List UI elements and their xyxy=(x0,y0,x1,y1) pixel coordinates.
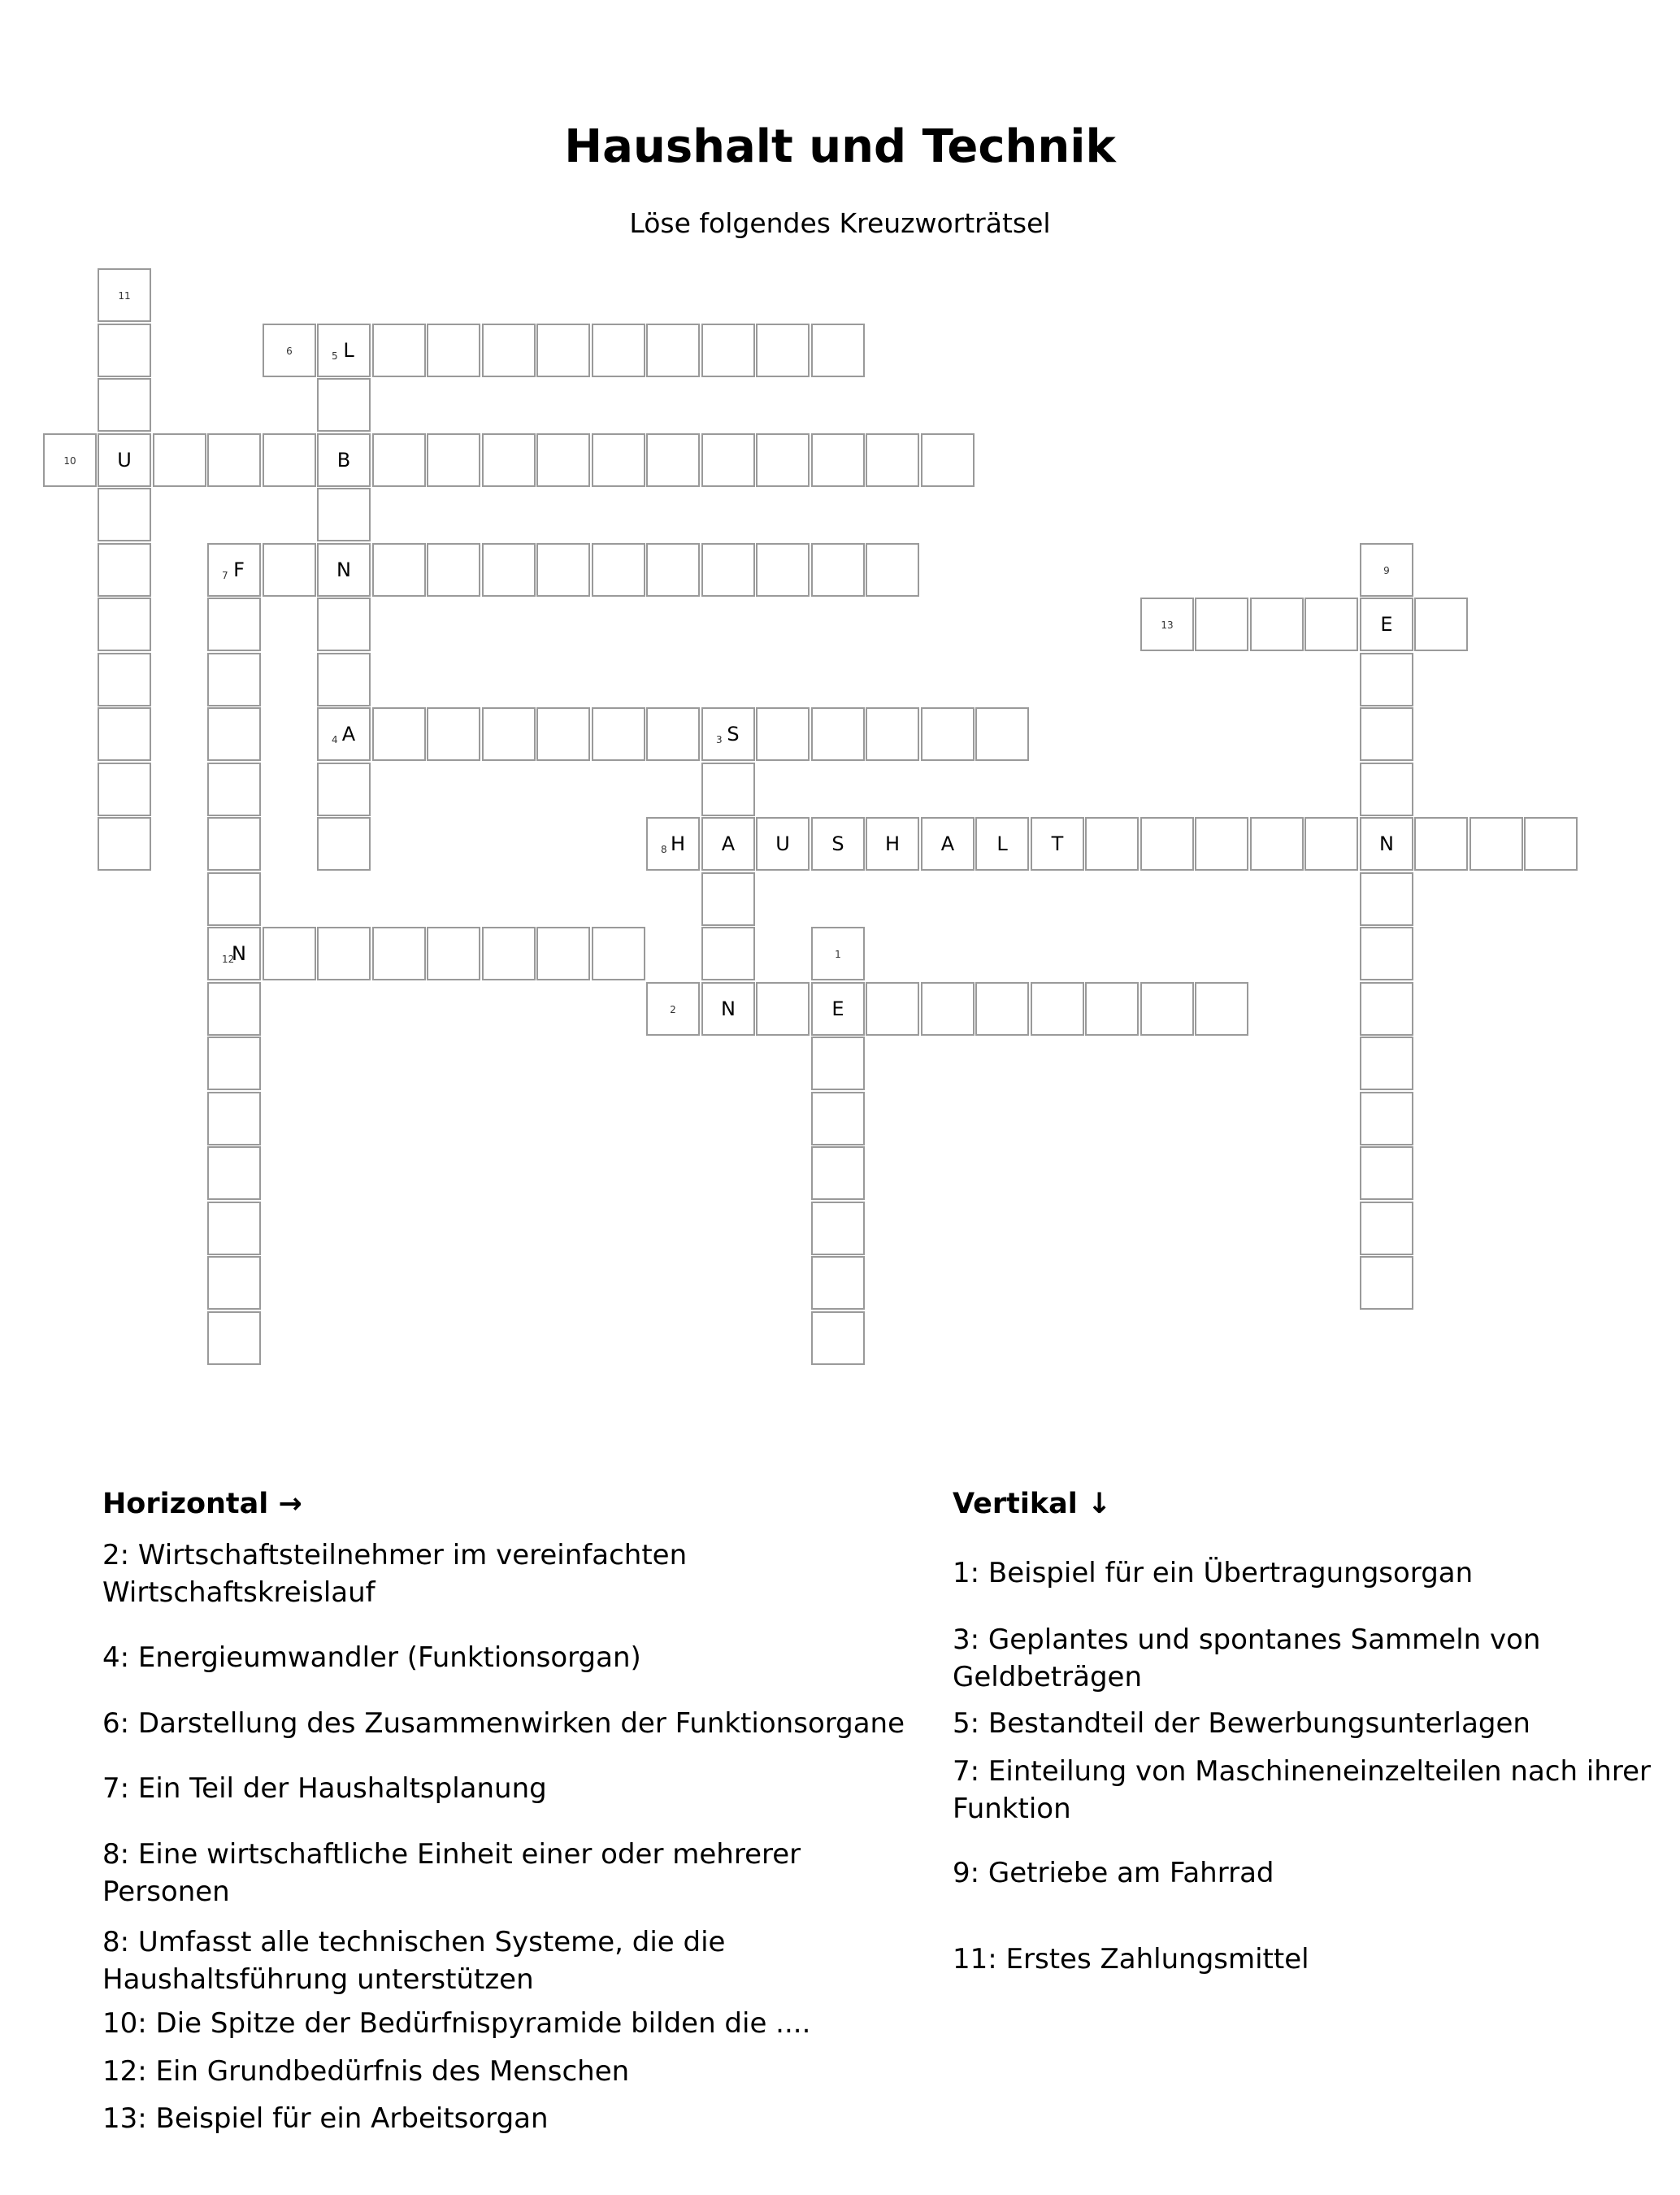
given-letter: B xyxy=(336,449,351,472)
crossword-cell[interactable] xyxy=(811,1092,865,1145)
crossword-cell[interactable] xyxy=(811,1146,865,1200)
vertical-clues-heading: Vertikal ↓ xyxy=(953,1488,1112,1520)
crossword-cell[interactable] xyxy=(98,653,151,706)
crossword-cell[interactable] xyxy=(427,927,480,980)
vertical-clue-5: 5: Bestandteil der Bewerbungsunterlagen xyxy=(953,1707,1530,1740)
crossword-cell[interactable] xyxy=(1085,817,1139,871)
crossword-cell[interactable] xyxy=(756,982,810,1036)
crossword-cell[interactable] xyxy=(98,324,151,377)
crossword-cell[interactable] xyxy=(921,707,975,761)
crossword-cell[interactable] xyxy=(98,598,151,651)
crossword-cell[interactable] xyxy=(811,982,865,1036)
crossword-cell[interactable] xyxy=(427,707,480,761)
given-letter: E xyxy=(831,998,844,1020)
crossword-cell[interactable] xyxy=(1414,817,1468,871)
crossword-cell[interactable] xyxy=(811,1202,865,1255)
crossword-cell[interactable] xyxy=(207,653,261,706)
crossword-cell[interactable] xyxy=(1360,1202,1413,1255)
crossword-cell[interactable] xyxy=(701,982,755,1036)
horizontal-clues-heading: Horizontal → xyxy=(102,1488,302,1520)
crossword-cell[interactable] xyxy=(811,543,865,597)
horizontal-clue-7: 7: Ein Teil der Haushaltsplanung xyxy=(102,1772,547,1805)
crossword-cell[interactable] xyxy=(756,324,810,377)
crossword-cell[interactable] xyxy=(317,817,371,871)
crossword-cell[interactable] xyxy=(207,1146,261,1200)
crossword-cell[interactable] xyxy=(811,1311,865,1365)
vertical-clue-1: 1: Beispiel für ein Übertragungsorgan xyxy=(953,1557,1474,1589)
crossword-cell[interactable] xyxy=(317,598,371,651)
crossword-cell[interactable] xyxy=(317,763,371,816)
crossword-cell[interactable] xyxy=(1140,982,1194,1036)
clue-number: 12 xyxy=(222,954,235,965)
crossword-cell[interactable] xyxy=(98,488,151,541)
crossword-cell[interactable] xyxy=(427,543,480,597)
vertical-clue-3: 3: Geplantes und spontanes Sammeln von Geldbeträgen xyxy=(953,1623,1541,1693)
crossword-cell[interactable] xyxy=(1360,1037,1413,1090)
crossword-cell[interactable] xyxy=(207,433,261,487)
given-letter: A xyxy=(341,723,356,745)
crossword-cell[interactable] xyxy=(482,707,536,761)
crossword-cell[interactable] xyxy=(207,543,261,597)
crossword-cell[interactable] xyxy=(317,707,371,761)
crossword-cell[interactable] xyxy=(701,817,755,871)
crossword-cell[interactable] xyxy=(427,324,480,377)
crossword-cell[interactable] xyxy=(756,817,810,871)
crossword-cell[interactable] xyxy=(756,543,810,597)
crossword-cell[interactable] xyxy=(1304,598,1358,651)
horizontal-clue-6: 6: Darstellung des Zusammenwirken der Funktionsorgane xyxy=(102,1707,905,1740)
crossword-cell[interactable] xyxy=(811,817,865,871)
crossword-cell[interactable] xyxy=(701,433,755,487)
crossword-cell[interactable] xyxy=(866,543,919,597)
crossword-cell[interactable] xyxy=(1360,1092,1413,1145)
crossword-cell[interactable] xyxy=(811,1037,865,1090)
crossword-cell[interactable] xyxy=(811,927,865,980)
clue-number: 9 xyxy=(1383,565,1390,576)
given-letter: N xyxy=(232,942,246,965)
crossword-cell[interactable] xyxy=(701,927,755,980)
crossword-cell[interactable] xyxy=(811,707,865,761)
crossword-cell[interactable] xyxy=(811,324,865,377)
clue-number: 1 xyxy=(835,949,841,960)
crossword-cell[interactable] xyxy=(921,433,975,487)
crossword-cell[interactable] xyxy=(701,324,755,377)
crossword-cell[interactable] xyxy=(646,324,700,377)
horizontal-clue-8b: 8: Umfasst alle technischen Systeme, die die Haushaltsführung unterstützen xyxy=(102,1926,726,1996)
crossword-cell[interactable] xyxy=(1524,817,1578,871)
clue-number: 5 xyxy=(332,350,338,362)
crossword-cell[interactable] xyxy=(207,1256,261,1310)
crossword-cell[interactable] xyxy=(207,982,261,1036)
crossword-cell[interactable] xyxy=(975,982,1029,1036)
crossword-cell[interactable] xyxy=(317,324,371,377)
crossword-cell[interactable] xyxy=(207,707,261,761)
crossword-cell[interactable] xyxy=(646,707,700,761)
given-letter: T xyxy=(1051,832,1064,855)
page-subtitle: Löse folgendes Kreuzworträtsel xyxy=(629,207,1051,239)
crossword-cell[interactable] xyxy=(263,543,316,597)
crossword-cell[interactable] xyxy=(98,543,151,597)
horizontal-clue-8a: 8: Eine wirtschaftliche Einheit einer oder mehrerer Personen xyxy=(102,1838,801,1908)
crossword-cell[interactable] xyxy=(317,433,371,487)
crossword-cell[interactable] xyxy=(372,324,426,377)
given-letter: U xyxy=(775,832,790,855)
crossword-cell[interactable] xyxy=(1195,982,1248,1036)
crossword-cell[interactable] xyxy=(1250,598,1304,651)
crossword-cell[interactable] xyxy=(153,433,206,487)
crossword-cell[interactable] xyxy=(317,378,371,432)
crossword-cell[interactable] xyxy=(646,433,700,487)
clue-number: 6 xyxy=(286,346,293,357)
crossword-cell[interactable] xyxy=(756,707,810,761)
clue-number: 10 xyxy=(63,455,76,467)
crossword-cell[interactable] xyxy=(98,817,151,871)
crossword-cell[interactable] xyxy=(975,707,1029,761)
crossword-cell[interactable] xyxy=(372,543,426,597)
given-letter: S xyxy=(831,832,844,855)
given-letter: H xyxy=(670,832,686,855)
crossword-cell[interactable] xyxy=(592,433,645,487)
crossword-cell[interactable] xyxy=(1140,817,1194,871)
vertical-clue-9: 9: Getriebe am Fahrrad xyxy=(953,1857,1274,1889)
crossword-cell[interactable] xyxy=(372,433,426,487)
crossword-cell[interactable] xyxy=(975,817,1029,871)
crossword-cell[interactable] xyxy=(536,324,590,377)
crossword-cell[interactable] xyxy=(207,817,261,871)
crossword-cell[interactable] xyxy=(1360,872,1413,926)
crossword-cell[interactable] xyxy=(207,1202,261,1255)
crossword-cell[interactable] xyxy=(866,817,919,871)
crossword-cell[interactable] xyxy=(921,982,975,1036)
crossword-cell[interactable] xyxy=(536,707,590,761)
crossword-cell[interactable] xyxy=(811,433,865,487)
crossword-cell[interactable] xyxy=(1031,817,1084,871)
crossword-cell[interactable] xyxy=(1414,598,1468,651)
crossword-cell[interactable] xyxy=(98,433,151,487)
crossword-cell[interactable] xyxy=(98,268,151,322)
crossword-cell[interactable] xyxy=(1360,1256,1413,1310)
crossword-cell[interactable] xyxy=(1360,982,1413,1036)
crossword-cell[interactable] xyxy=(536,927,590,980)
horizontal-clue-10: 10: Die Spitze der Bedürfnispyramide bilden die .... xyxy=(102,2007,811,2040)
crossword-cell[interactable] xyxy=(701,872,755,926)
given-letter: N xyxy=(1379,832,1394,855)
clue-number: 3 xyxy=(716,734,723,745)
crossword-cell[interactable] xyxy=(592,543,645,597)
crossword-cell[interactable] xyxy=(1469,817,1523,871)
vertical-clue-11: 11: Erstes Zahlungsmittel xyxy=(953,1943,1309,1976)
crossword-cell[interactable] xyxy=(317,927,371,980)
crossword-cell[interactable] xyxy=(701,543,755,597)
crossword-cell[interactable] xyxy=(427,433,480,487)
given-letter: E xyxy=(1380,613,1393,636)
crossword-cell[interactable] xyxy=(1140,598,1194,651)
crossword-cell[interactable] xyxy=(701,763,755,816)
crossword-cell[interactable] xyxy=(98,378,151,432)
crossword-cell[interactable] xyxy=(263,433,316,487)
crossword-cell[interactable] xyxy=(756,433,810,487)
crossword-cell[interactable] xyxy=(317,488,371,541)
crossword-cell[interactable] xyxy=(646,982,700,1036)
given-letter: N xyxy=(721,998,736,1020)
crossword-cell[interactable] xyxy=(1360,543,1413,597)
crossword-cell[interactable] xyxy=(1360,1146,1413,1200)
crossword-cell[interactable] xyxy=(646,817,700,871)
crossword-cell[interactable] xyxy=(1250,817,1304,871)
crossword-cell[interactable] xyxy=(866,707,919,761)
given-letter: S xyxy=(727,723,740,745)
crossword-cell[interactable] xyxy=(811,1256,865,1310)
vertical-clue-7: 7: Einteilung von Maschineneinzelteilen nach ihrer Funktion xyxy=(953,1755,1651,1825)
crossword-cell[interactable] xyxy=(263,324,316,377)
crossword-cell[interactable] xyxy=(98,707,151,761)
crossword-cell[interactable] xyxy=(482,543,536,597)
crossword-cell[interactable] xyxy=(482,324,536,377)
crossword-cell[interactable] xyxy=(207,927,261,980)
clue-number: 13 xyxy=(1161,619,1174,631)
clue-number: 4 xyxy=(332,734,338,745)
crossword-cell[interactable] xyxy=(646,543,700,597)
crossword-cell[interactable] xyxy=(372,927,426,980)
crossword-cell[interactable] xyxy=(921,817,975,871)
horizontal-clue-13: 13: Beispiel für ein Arbeitsorgan xyxy=(102,2102,549,2135)
crossword-cell[interactable] xyxy=(1360,763,1413,816)
crossword-cell[interactable] xyxy=(866,433,919,487)
given-letter: L xyxy=(343,339,354,362)
crossword-cell[interactable] xyxy=(1304,817,1358,871)
crossword-cell[interactable] xyxy=(317,543,371,597)
crossword-cell[interactable] xyxy=(317,653,371,706)
horizontal-clue-2: 2: Wirtschaftsteilnehmer im vereinfachten Wirtschaftskreislauf xyxy=(102,1539,688,1609)
clue-number: 8 xyxy=(661,844,667,855)
given-letter: N xyxy=(336,559,351,581)
crossword-cell[interactable] xyxy=(592,927,645,980)
crossword-cell[interactable] xyxy=(1360,707,1413,761)
crossword-cell[interactable] xyxy=(372,707,426,761)
crossword-cell[interactable] xyxy=(536,433,590,487)
crossword-cell[interactable] xyxy=(1360,817,1413,871)
crossword-cell[interactable] xyxy=(1195,817,1248,871)
horizontal-clue-4: 4: Energieumwandler (Funktionsorgan) xyxy=(102,1641,641,1674)
page-title: Haushalt und Technik xyxy=(564,120,1116,173)
clue-number: 11 xyxy=(118,290,131,302)
crossword-cell[interactable] xyxy=(1360,653,1413,706)
given-letter: A xyxy=(940,832,955,855)
horizontal-clue-12: 12: Ein Grundbedürfnis des Menschen xyxy=(102,2055,630,2088)
given-letter: A xyxy=(721,832,736,855)
crossword-cell[interactable] xyxy=(207,1311,261,1365)
crossword-cell[interactable] xyxy=(98,763,151,816)
crossword-cell[interactable] xyxy=(482,433,536,487)
crossword-cell[interactable] xyxy=(1085,982,1139,1036)
crossword-cell[interactable] xyxy=(207,1092,261,1145)
clue-number: 2 xyxy=(670,1004,676,1015)
crossword-cell[interactable] xyxy=(536,543,590,597)
given-letter: H xyxy=(884,832,901,855)
crossword-cell[interactable] xyxy=(207,872,261,926)
given-letter: U xyxy=(117,449,132,472)
crossword-cell[interactable] xyxy=(866,982,919,1036)
crossword-cell[interactable] xyxy=(207,1037,261,1090)
crossword-cell[interactable] xyxy=(592,324,645,377)
crossword-cell[interactable] xyxy=(43,433,97,487)
crossword-cell[interactable] xyxy=(207,598,261,651)
crossword-cell[interactable] xyxy=(482,927,536,980)
given-letter: L xyxy=(996,832,1008,855)
crossword-cell[interactable] xyxy=(1031,982,1084,1036)
crossword-cell[interactable] xyxy=(1360,927,1413,980)
crossword-cell[interactable] xyxy=(207,763,261,816)
crossword-cell[interactable] xyxy=(263,927,316,980)
crossword-cell[interactable] xyxy=(1195,598,1248,651)
crossword-cell[interactable] xyxy=(701,707,755,761)
clue-number: 7 xyxy=(222,570,228,581)
crossword-cell[interactable] xyxy=(1360,598,1413,651)
given-letter: F xyxy=(233,559,245,581)
crossword-cell[interactable] xyxy=(592,707,645,761)
